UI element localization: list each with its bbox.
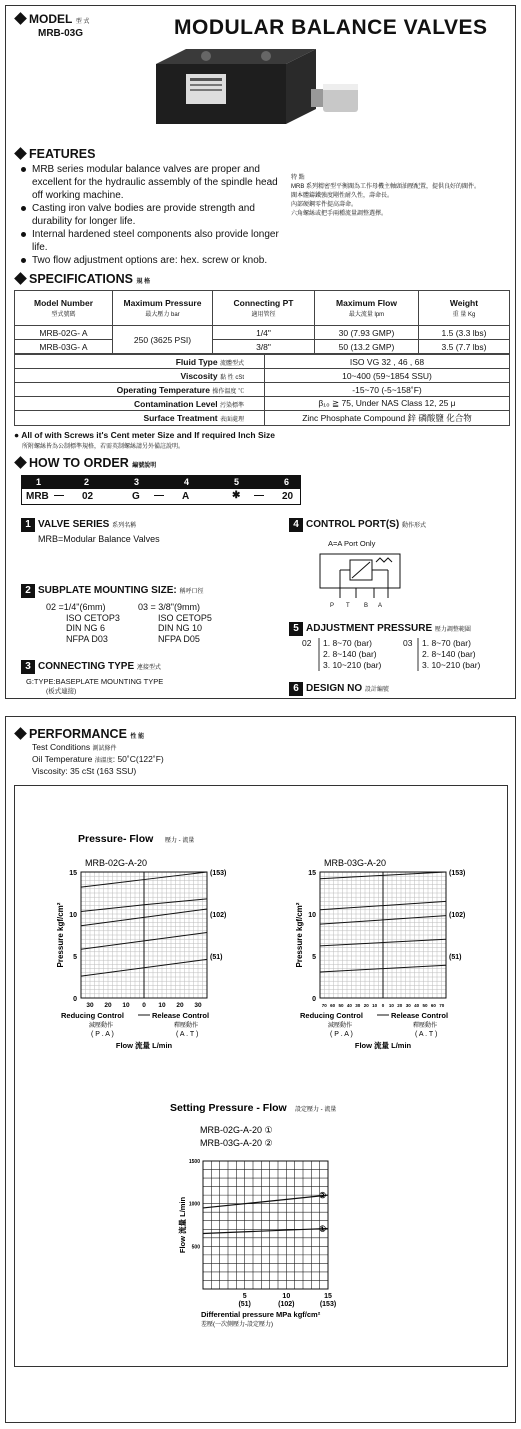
prop-label bbox=[15, 355, 265, 369]
order-code: 20 bbox=[282, 491, 294, 502]
y-tick-label: 15 bbox=[69, 870, 77, 877]
prop-zh: 流體型式 bbox=[219, 360, 244, 367]
table-row bbox=[15, 326, 510, 340]
visc-value: : 35 cSt (163 SSU) bbox=[65, 766, 137, 776]
cell: 1/4" bbox=[213, 326, 315, 340]
prop-zh: 黏 性 cSt bbox=[219, 374, 244, 381]
cell: 3/8" bbox=[213, 340, 315, 354]
cell: 3.5 (7.7 lbs) bbox=[419, 340, 510, 354]
cell: MRB-03G- A bbox=[15, 340, 113, 354]
x-tick-label: 0 bbox=[381, 1003, 385, 1008]
control-port-label: A=A Port Only bbox=[328, 539, 376, 548]
reducing-control-port: ( P . A ) bbox=[330, 1031, 353, 1038]
th-zh: 最大壓力 bar bbox=[145, 312, 180, 318]
diamond-bullet-icon bbox=[14, 147, 27, 160]
cell: MRB-02G- A bbox=[15, 326, 113, 340]
series-line bbox=[203, 1195, 328, 1208]
section-zh: 動作形式 bbox=[401, 523, 426, 529]
x-tick-label: 0 bbox=[142, 1002, 146, 1009]
features-zh bbox=[291, 174, 506, 219]
feature-item: MRB series modular balance valves are proper and excellent for the hydraulic assembly of the spindle head off working machine. bbox=[20, 163, 282, 202]
performance-heading-text: PERFORMANCE bbox=[29, 727, 127, 741]
reducing-control-zh: 減壓動作 bbox=[328, 1023, 353, 1029]
y-tick-label: 15 bbox=[308, 870, 316, 877]
adjust-group-label: 03 bbox=[403, 638, 413, 648]
section-text: G:TYPE:BASEPLATE MOUNTING TYPE bbox=[26, 677, 164, 686]
features-zh-item: 內部硬鋼零件提高壽命。 bbox=[291, 202, 358, 208]
section-num: 5 bbox=[289, 622, 303, 636]
x-tick-label: 60 bbox=[330, 1003, 336, 1008]
section-title: ADJUSTMENT PRESSURE bbox=[306, 623, 433, 634]
hydraulic-symbol-icon bbox=[316, 548, 406, 603]
y-tick-label: 5 bbox=[312, 954, 316, 961]
cell-pressure: 250 (3625 PSI) bbox=[113, 326, 213, 354]
adjust-item: 1. 8~70 (bar) bbox=[323, 638, 372, 648]
x-tick-label: 10 bbox=[282, 1293, 291, 1300]
performance-heading bbox=[16, 727, 144, 741]
order-heading bbox=[16, 456, 156, 470]
x-tick-label: 5 bbox=[242, 1293, 247, 1300]
section-text: MRB=Modular Balance Valves bbox=[38, 534, 160, 544]
th-model bbox=[15, 291, 113, 326]
order-heading-zh: 編號說明 bbox=[132, 463, 157, 469]
chart-title-zh: 壓力 - 流量 bbox=[165, 838, 195, 844]
x-axis-label: Flow 流量 L/min bbox=[354, 1041, 412, 1050]
order-code: 02 bbox=[82, 491, 94, 502]
section-zh: 系列名稱 bbox=[112, 523, 137, 529]
adjust-item: 3. 10~210 (bar) bbox=[422, 660, 481, 670]
release-control-zh: 釋壓動作 bbox=[413, 1023, 438, 1029]
adjust-group-03 bbox=[403, 638, 480, 671]
th-zh: 適用管徑 bbox=[251, 312, 276, 318]
features-zh-heading: 特 點 bbox=[291, 175, 305, 181]
order-code: ✱ bbox=[232, 490, 241, 501]
adjust-group-label: 02 bbox=[302, 638, 312, 648]
order-dash: — bbox=[254, 490, 264, 501]
subplate-line: DIN NG 10 bbox=[158, 623, 203, 633]
section-title: VALVE SERIES bbox=[38, 519, 110, 530]
th-text: Connecting PT bbox=[233, 298, 294, 308]
subplate-line: ISO CETOP5 bbox=[158, 612, 212, 623]
order-dash: — bbox=[154, 490, 164, 501]
prop-zh: 操作溫度 ℃ bbox=[212, 388, 244, 395]
th-flow bbox=[315, 291, 419, 326]
performance-heading-zh: 性 能 bbox=[130, 734, 145, 740]
y-axis-label: Pressure kgf/cm² bbox=[56, 902, 65, 968]
release-control-zh: 釋壓動作 bbox=[174, 1023, 199, 1029]
section-num: 3 bbox=[21, 660, 35, 674]
specs-heading bbox=[16, 272, 150, 286]
prop-text: Fluid Type bbox=[175, 356, 218, 367]
diamond-bullet-icon bbox=[14, 272, 27, 285]
prop-text: Operating Temperature bbox=[116, 384, 210, 395]
page-1-panel bbox=[5, 5, 516, 699]
reducing-control-label: Reducing Control bbox=[300, 1011, 363, 1020]
x-tick-label: 30 bbox=[355, 1003, 361, 1008]
prop-value: 10~400 (59~1854 SSU) bbox=[265, 369, 510, 383]
section-valve-series bbox=[21, 518, 160, 544]
section-title: SUBPLATE MOUNTING SIZE: bbox=[38, 585, 177, 596]
table-row bbox=[15, 340, 510, 354]
reducing-control-zh: 減壓動作 bbox=[89, 1023, 114, 1029]
table-row bbox=[15, 369, 510, 383]
subplate-line: 02 =1/4"(6mm) bbox=[46, 602, 106, 612]
section-subplate bbox=[21, 584, 204, 598]
section-title: CONTROL PORT(S) bbox=[306, 519, 400, 530]
prop-label bbox=[15, 383, 265, 397]
x-tick-label: 20 bbox=[104, 1002, 112, 1009]
prop-label bbox=[15, 369, 265, 383]
charts-frame bbox=[14, 785, 508, 1367]
y-axis-label: Pressure kgf/cm² bbox=[295, 902, 304, 968]
prop-text: Surface Treatment bbox=[143, 413, 218, 423]
x-tick-label: 10 bbox=[372, 1003, 378, 1008]
adjust-item: 2. 8~140 (bar) bbox=[323, 649, 377, 659]
section-adjustment bbox=[289, 622, 471, 636]
prop-value: -15~70 (-5~158˚F) bbox=[265, 383, 510, 397]
order-code-row bbox=[22, 489, 300, 504]
th-text: Maximum Flow bbox=[336, 298, 397, 308]
table-row bbox=[15, 383, 510, 397]
subplate-line: DIN NG 6 bbox=[66, 623, 106, 633]
order-num-row bbox=[22, 476, 300, 489]
y-tick-label: 500 bbox=[191, 1244, 200, 1251]
x-tick-label: 40 bbox=[414, 1003, 420, 1008]
order-num: 3 bbox=[134, 477, 140, 487]
th-text: Model Number bbox=[33, 298, 94, 308]
right-label: (102) bbox=[210, 912, 227, 919]
page-2-panel bbox=[5, 716, 516, 1423]
x-tick-label: 10 bbox=[158, 1002, 166, 1009]
x-tick-label-kgf: (102) bbox=[278, 1301, 295, 1308]
adjust-list bbox=[417, 638, 480, 671]
x-tick-label: 10 bbox=[122, 1002, 130, 1009]
right-label: (153) bbox=[210, 870, 227, 877]
prop-text: Viscosity bbox=[180, 370, 218, 381]
y-axis-label: Flow 流量 L/min bbox=[178, 1196, 187, 1254]
test-conditions bbox=[32, 742, 164, 776]
features-list bbox=[20, 163, 282, 267]
section-zh: 壓力調整範圍 bbox=[434, 627, 471, 633]
x-tick-label: 20 bbox=[397, 1003, 403, 1008]
x-axis-label: Flow 流量 L/min bbox=[115, 1041, 173, 1050]
order-num: 5 bbox=[234, 477, 240, 487]
adjust-item: 1. 8~70 (bar) bbox=[422, 638, 471, 648]
subplate-line: NFPA D03 bbox=[66, 633, 108, 644]
y-tick-label: 5 bbox=[73, 954, 77, 961]
x-tick-label: 30 bbox=[405, 1003, 411, 1008]
feature-item: Casting iron valve bodies are provide strength and durability for longer life. bbox=[20, 202, 282, 228]
order-num: 4 bbox=[184, 477, 190, 487]
oil-label: Oil Temperature bbox=[32, 754, 93, 764]
y-tick-label: 1500 bbox=[188, 1159, 200, 1165]
x-tick-label: 15 bbox=[324, 1293, 332, 1300]
prop-text: Contamination Level bbox=[134, 398, 218, 409]
y-tick-label: 10 bbox=[69, 912, 77, 919]
specs-note: ● All of with Screws it's Cent meter Size and If required Inch Size bbox=[14, 430, 275, 440]
valve-product-image bbox=[146, 44, 366, 144]
diamond-bullet-icon bbox=[14, 12, 27, 25]
model-label: MODEL bbox=[29, 12, 73, 26]
model-label-zh: 型 式 bbox=[75, 19, 90, 25]
adjust-item: 2. 8~140 (bar) bbox=[422, 649, 476, 659]
plot-frame bbox=[203, 1161, 328, 1289]
x-tick-label: 10 bbox=[388, 1003, 394, 1008]
adjust-item: 3. 10~210 (bar) bbox=[323, 660, 382, 670]
section-num: 6 bbox=[289, 682, 303, 696]
th-zh: 重 量 Kg bbox=[452, 312, 476, 318]
x-tick-label: 70 bbox=[439, 1003, 445, 1008]
section-zh: 稱呼口徑 bbox=[179, 589, 204, 595]
th-zh: 型式號碼 bbox=[51, 312, 76, 318]
th-connecting bbox=[213, 291, 315, 326]
specs-heading-zh: 規 格 bbox=[136, 279, 151, 285]
legend-entry: MRB-03G-A-20 ② bbox=[200, 1138, 273, 1148]
release-control-label: Release Control bbox=[391, 1011, 449, 1020]
x-tick-label-kgf: (51) bbox=[238, 1301, 251, 1308]
diamond-bullet-icon bbox=[14, 456, 27, 469]
release-control-label: Release Control bbox=[152, 1011, 210, 1020]
chart-title: Setting Pressure - Flow bbox=[170, 1102, 287, 1114]
specs-heading-text: SPECIFICATIONS bbox=[29, 272, 133, 286]
x-tick-label: 20 bbox=[176, 1002, 184, 1009]
reducing-control-port: ( P . A ) bbox=[91, 1031, 114, 1038]
order-num: 2 bbox=[84, 477, 90, 487]
series-marker-label: ② bbox=[319, 1191, 327, 1201]
feature-item: Internal hardened steel components also provide longer life. bbox=[20, 228, 282, 254]
prop-value: Zinc Phosphate Compound 鋅 磷酸鹽 化合物 bbox=[265, 411, 510, 426]
right-label: (153) bbox=[449, 870, 466, 877]
oil-value: : 50˚C(122˚F) bbox=[112, 754, 164, 764]
table-row bbox=[15, 355, 510, 369]
chart-title-zh: 設定壓力 - 流量 bbox=[295, 1107, 337, 1113]
x-tick-label-kgf: (153) bbox=[319, 1301, 337, 1308]
subplate-col-1 bbox=[46, 602, 120, 644]
right-label: (51) bbox=[449, 954, 462, 961]
section-title: DESIGN NO bbox=[306, 683, 363, 694]
features-zh-item: 六角螺絲或把手兩種流量調整選擇。 bbox=[291, 211, 388, 217]
prop-label bbox=[15, 411, 265, 426]
subplate-line: ISO CETOP3 bbox=[66, 612, 120, 623]
order-code-box bbox=[21, 475, 301, 505]
table-row bbox=[15, 397, 510, 411]
port-label: P bbox=[330, 603, 335, 609]
prop-value: ISO VG 32 , 46 , 68 bbox=[265, 355, 510, 369]
section-design-no bbox=[289, 682, 389, 696]
section-connecting bbox=[21, 660, 163, 695]
oil-zh: 油溫度 bbox=[94, 758, 113, 764]
y-tick-label: 0 bbox=[312, 996, 316, 1003]
th-zh: 最大流量 lpm bbox=[348, 312, 385, 318]
cond-label: Test Conditions bbox=[32, 742, 91, 752]
right-label: (51) bbox=[210, 954, 223, 961]
order-dash: — bbox=[54, 490, 64, 501]
th-pressure bbox=[113, 291, 213, 326]
chart-subtitle: MRB-02G-A-20 bbox=[85, 858, 148, 868]
x-tick-label: 40 bbox=[346, 1003, 352, 1008]
port-label: B bbox=[364, 603, 369, 609]
order-num: 6 bbox=[284, 477, 290, 487]
adjust-group-02 bbox=[302, 638, 381, 671]
section-text-zh: (板式連接) bbox=[46, 688, 77, 695]
x-axis-label: Differential pressure MPa kgf/cm² bbox=[201, 1310, 321, 1319]
x-tick-label: 50 bbox=[422, 1003, 428, 1008]
x-tick-label: 20 bbox=[363, 1003, 369, 1008]
x-tick-label: 70 bbox=[321, 1003, 327, 1008]
chart-subtitle: MRB-03G-A-20 bbox=[324, 858, 387, 868]
x-tick-label: 50 bbox=[338, 1003, 344, 1008]
specs-header-row bbox=[15, 291, 510, 326]
diamond-bullet-icon bbox=[14, 727, 27, 740]
y-tick-label: 1000 bbox=[188, 1201, 200, 1208]
subplate-col-2 bbox=[138, 602, 212, 644]
page-title: MODULAR BALANCE VALVES bbox=[174, 16, 488, 39]
prop-zh: 污染標準 bbox=[219, 402, 244, 409]
features-heading bbox=[16, 147, 95, 161]
order-num: 1 bbox=[36, 477, 42, 487]
th-weight bbox=[419, 291, 510, 326]
section-num: 1 bbox=[21, 518, 35, 532]
charts-svg bbox=[15, 786, 509, 1368]
section-num: 2 bbox=[21, 584, 35, 598]
specs-note-text: All of with Screws it's Cent meter Size and If required Inch Size bbox=[21, 430, 275, 440]
x-tick-label: 30 bbox=[194, 1002, 202, 1009]
chart-title: Pressure- Flow bbox=[78, 833, 154, 845]
cell: 50 (13.2 GMP) bbox=[315, 340, 419, 354]
section-zh: 連接型式 bbox=[136, 665, 161, 671]
order-code: MRB bbox=[26, 491, 49, 502]
subplate-line: 03 = 3/8"(9mm) bbox=[138, 602, 200, 612]
x-tick-label: 60 bbox=[430, 1003, 436, 1008]
series-marker-label: ① bbox=[319, 1224, 327, 1234]
features-heading-text: FEATURES bbox=[29, 147, 96, 161]
y-tick-label: 10 bbox=[308, 912, 316, 919]
order-code: G bbox=[132, 491, 140, 502]
specs-table bbox=[14, 290, 510, 354]
feature-item: Two flow adjustment options are: hex. screw or knob. bbox=[20, 254, 282, 267]
cond-zh: 測試條件 bbox=[92, 746, 117, 752]
model-block bbox=[16, 12, 89, 39]
x-axis-label-zh: 差壓(一次側壓力-設定壓力) bbox=[201, 1322, 273, 1328]
th-text: Weight bbox=[449, 298, 479, 308]
specs-props-table bbox=[14, 354, 510, 426]
section-control-port bbox=[289, 518, 426, 532]
section-num: 4 bbox=[289, 518, 303, 532]
order-heading-text: HOW TO ORDER bbox=[29, 456, 129, 470]
y-tick-label: 0 bbox=[73, 996, 77, 1003]
cell: 1.5 (3.3 lbs) bbox=[419, 326, 510, 340]
order-code: A bbox=[182, 491, 190, 502]
table-row bbox=[15, 411, 510, 426]
prop-value: β₁₀ ≧ 75, Under NAS Class 12, 25 μ bbox=[265, 397, 510, 411]
legend-entry: MRB-02G-A-20 ① bbox=[200, 1125, 273, 1135]
subplate-line: NFPA D05 bbox=[158, 633, 200, 644]
features-zh-item: 閥本體鑄鐵強度剛性耐久性，壽命長。 bbox=[291, 193, 394, 199]
section-title: CONNECTING TYPE bbox=[38, 661, 135, 672]
adjust-list bbox=[318, 638, 381, 671]
right-label: (102) bbox=[449, 912, 466, 919]
prop-label bbox=[15, 397, 265, 411]
release-control-port: ( A . T ) bbox=[415, 1031, 438, 1038]
section-zh: 設計編號 bbox=[364, 687, 389, 693]
port-label: A bbox=[378, 603, 383, 609]
specs-note-zh: 所附螺絲皆為公制標準規格，若需英制螺絲請另外備註說明。 bbox=[22, 444, 185, 450]
port-label: T bbox=[346, 603, 350, 609]
x-tick-label: 30 bbox=[86, 1002, 94, 1009]
model-code: MRB-03G bbox=[38, 28, 84, 39]
prop-zh: 表面處理 bbox=[219, 417, 244, 423]
th-text: Maximum Pressure bbox=[123, 298, 202, 308]
cell: 30 (7.93 GMP) bbox=[315, 326, 419, 340]
reducing-control-label: Reducing Control bbox=[61, 1011, 124, 1020]
visc-label: Viscosity bbox=[32, 766, 66, 776]
features-zh-item: MRB 系列精密型平衡閥為工作母機主軸頭油壓配置，提供良好的閥件。 bbox=[291, 184, 481, 190]
release-control-port: ( A . T ) bbox=[176, 1031, 199, 1038]
